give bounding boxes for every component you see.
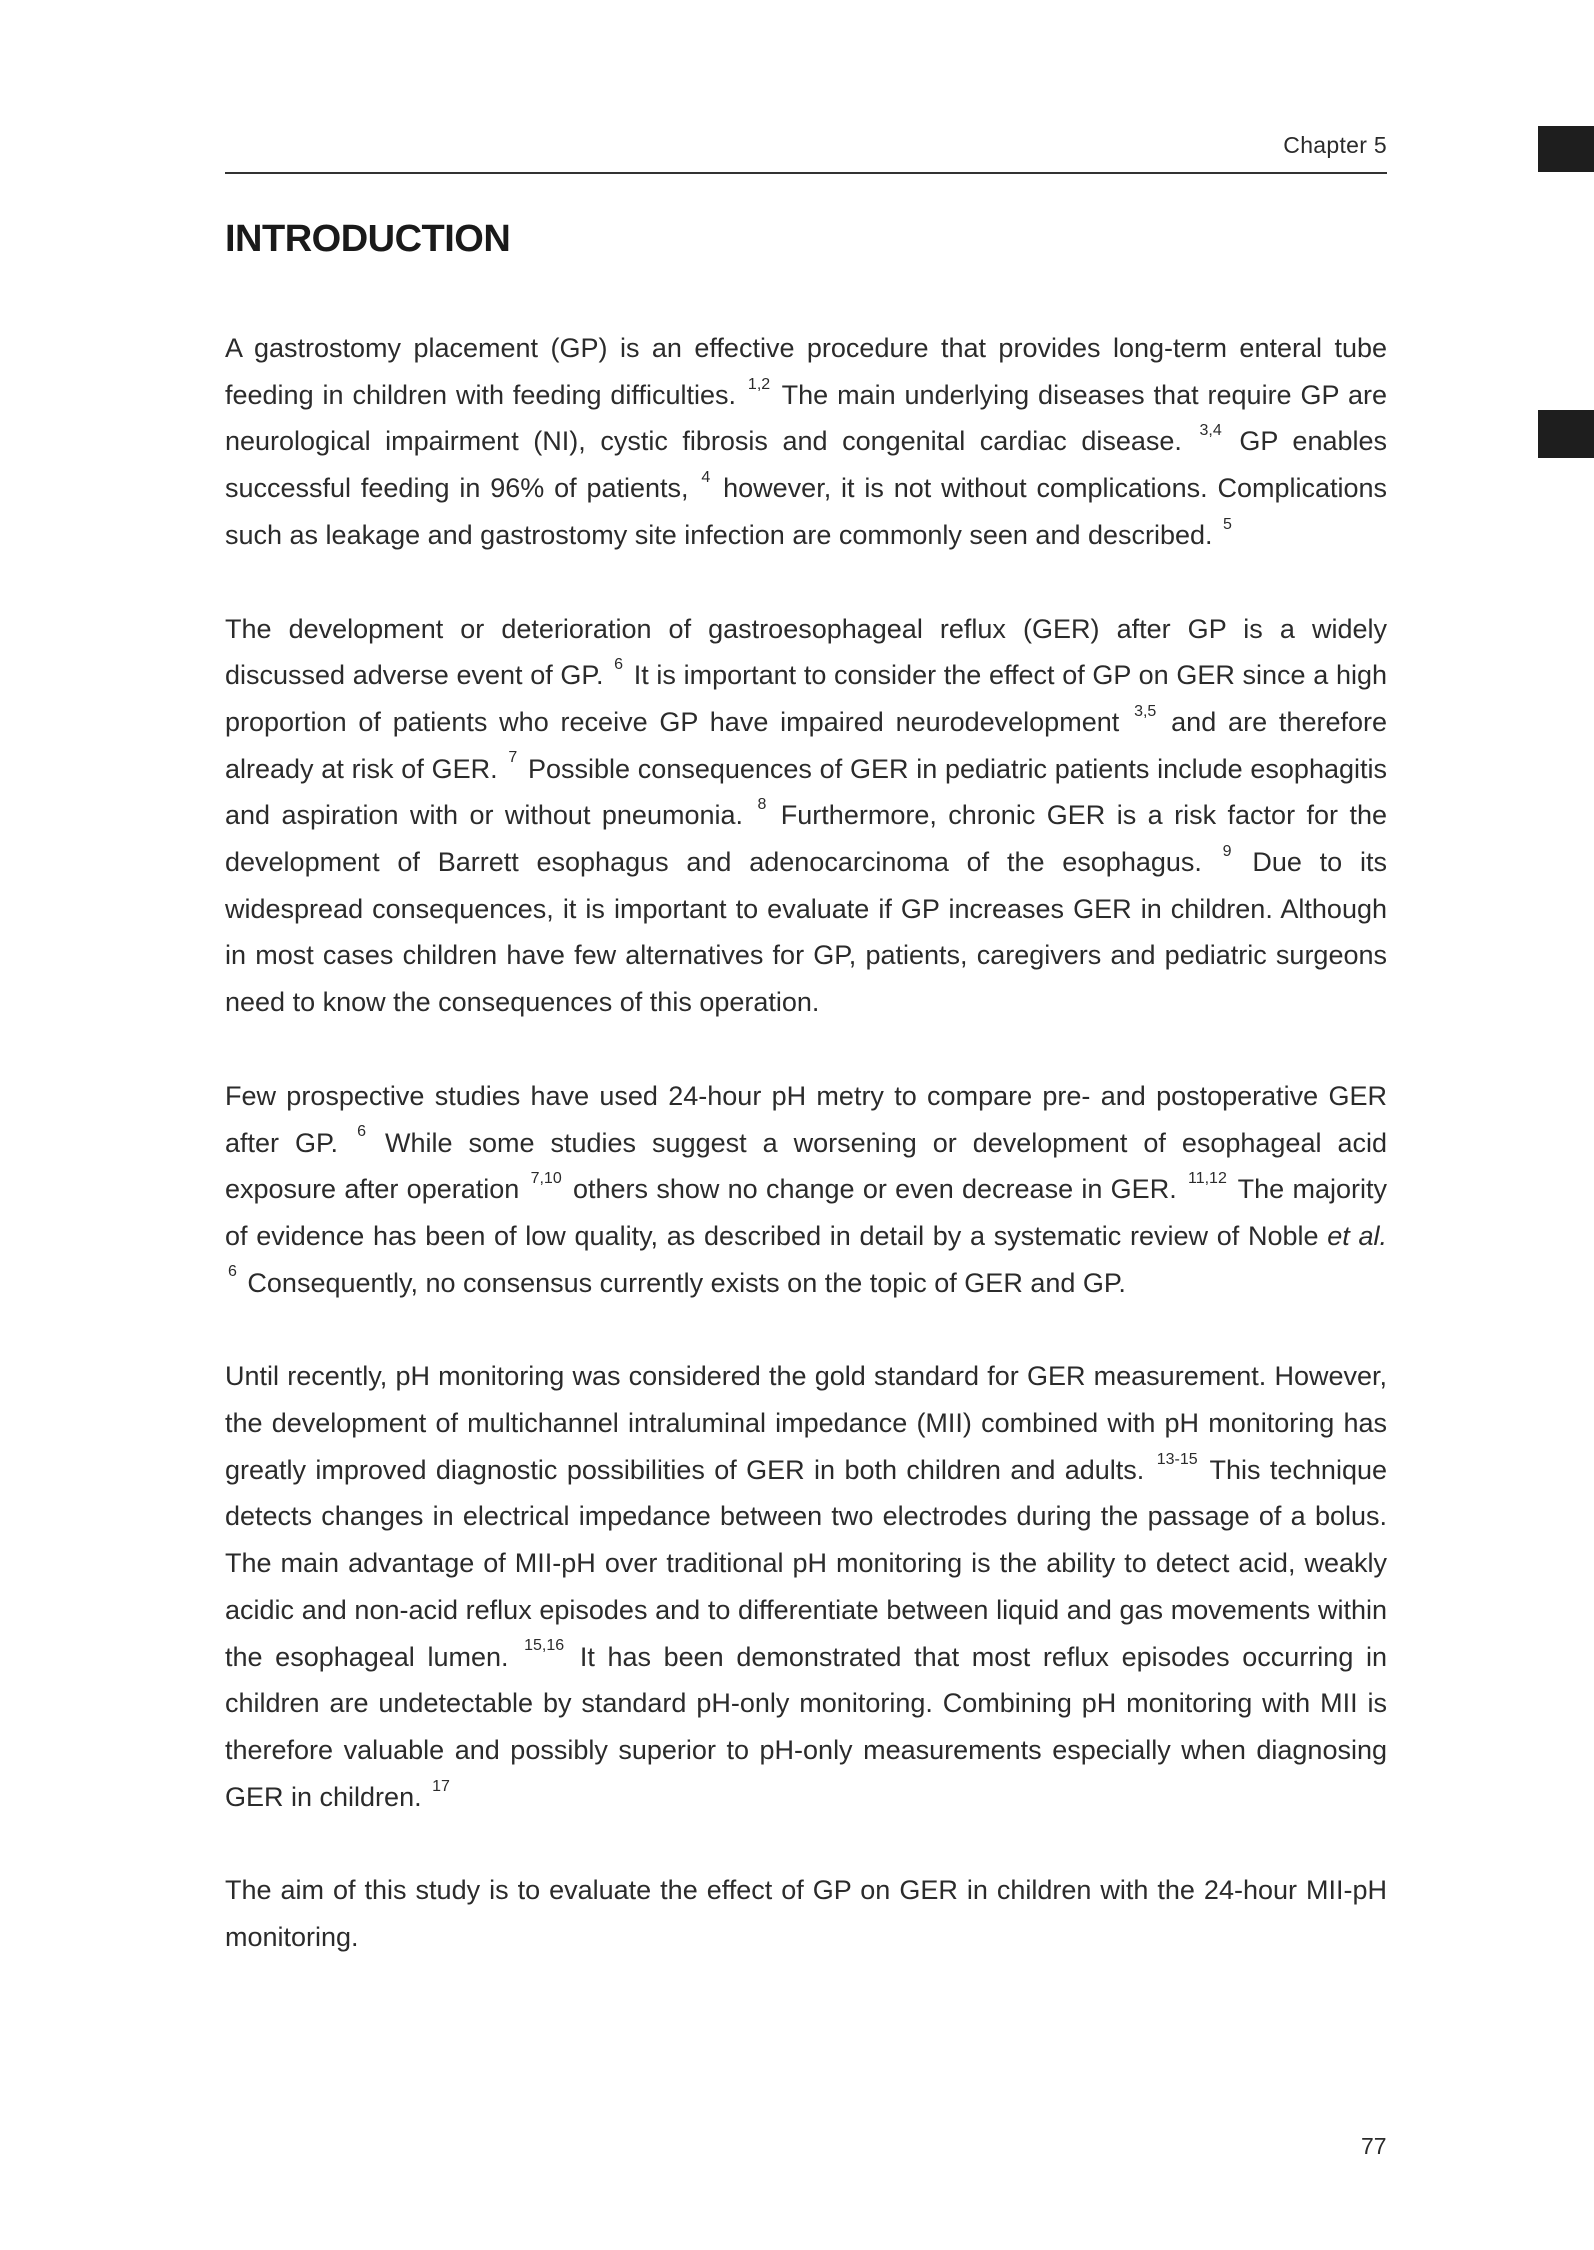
citation-superscript: 7 [508, 749, 518, 767]
paragraph-text: Few prospective studies have used 24-hour pH metry to compare pre- and postoperative GER after GP. [225, 1080, 1387, 1158]
chapter-thumb-tab [1538, 126, 1594, 172]
paragraph-text: GP enables successful feeding in 96% of patients, [225, 426, 1388, 504]
citation-superscript: 6 [357, 1123, 366, 1141]
paragraph-text: The development or deterioration of gastroesophageal reflux (GER) after GP is a widely discussed adverse event of GP. [225, 613, 1387, 691]
paragraph-text: others show no change or even decrease in GER. [564, 1174, 1185, 1205]
section-title: INTRODUCTION [225, 218, 511, 260]
citation-superscript: 6 [228, 1263, 237, 1281]
paragraph-text: and are therefore already at risk of GER. [225, 706, 1387, 784]
chapter-label: Chapter 5 [1283, 132, 1387, 158]
paragraph-text: It is important to consider the effect of GP on GER since a high proportion of patients who receive GP have impaired neurodevelopment [225, 660, 1387, 737]
paragraph-text: Until recently, pH monitoring was considered the gold standard for GER measurement. However, the development of multichannel intraluminal impedance (MII) combined with pH monitoring has greatly improved diagnostic possibilities of GER in both children and adults. [225, 1361, 1387, 1485]
citation-superscript: 1,2 [747, 375, 771, 393]
paragraph-text: This technique detects changes in electrical impedance between two electrodes during the passage of a bolus. The main advantage of MII-pH over traditional pH monitoring is the ability to detect acid, weakly acidic and non-acid reflux episodes and to differentiate between liquid and gas movements within the esophageal lumen. [225, 1454, 1387, 1672]
paragraph-text: Possible consequences of GER in pediatric patients include esophagitis and aspiration with or without pneumonia. [225, 753, 1387, 831]
body-text [225, 325, 1387, 2008]
citation-superscript: 17 [432, 1777, 450, 1795]
section-thumb-tab [1538, 410, 1594, 458]
paragraph-text: however, it is not without complications. Complications such as leakage and gastrostomy site infection are commonly seen and described. [225, 473, 1388, 550]
paragraph-text: The main underlying diseases that require GP are neurological impairment (NI), cystic fibrosis and congenital cardiac disease. [225, 379, 1387, 457]
body-paragraph [225, 1867, 1387, 1960]
citation-superscript: 15,16 [524, 1637, 565, 1655]
paragraph-text: Consequently, no consensus currently exists on the topic of GER and GP. [239, 1267, 1126, 1298]
citation-superscript: 9 [1222, 842, 1232, 860]
running-header [225, 128, 1387, 174]
paragraph-text: Furthermore, chronic GER is a risk factor for the development of Barrett esophagus and adenocarcinoma of the esophagus. [225, 800, 1387, 878]
citation-superscript: 3,5 [1134, 702, 1157, 720]
paragraph-text: While some studies suggest a worsening or development of esophageal acid exposure after operation [225, 1127, 1387, 1205]
citation-superscript: 5 [1223, 515, 1232, 533]
citation-superscript: 4 [701, 468, 711, 486]
paragraph-text: The majority of evidence has been of low quality, as described in detail by a systematic review of Noble [225, 1174, 1387, 1251]
paragraph-text: It has been demonstrated that most reflux episodes occurring in children are undetectable by standard pH-only monitoring. Combining pH monitoring with MII is therefore valuable and possibly superior to pH-only measurements especially when diagnosing GER in children. [225, 1641, 1387, 1812]
paragraph-text: The aim of this study is to evaluate the effect of GP on GER in children with the 24-hour MII-pH monitoring. [225, 1875, 1387, 1953]
paragraph-text: Due to its widespread consequences, it is important to evaluate if GP increases GER in children. Although in most cases children have few alternatives for GP, patients, caregivers and pediatric surgeons need to know the consequences of this operation. [225, 847, 1387, 1018]
body-paragraph [225, 325, 1387, 559]
body-paragraph [225, 1073, 1387, 1307]
citation-superscript: 3,4 [1199, 422, 1222, 440]
citation-superscript: 8 [757, 796, 767, 814]
body-paragraph [225, 606, 1387, 1026]
page-number: 77 [1361, 2133, 1387, 2159]
citation-superscript: 7,10 [530, 1170, 562, 1188]
citation-superscript: 6 [614, 656, 624, 674]
citation-superscript: 13-15 [1156, 1450, 1198, 1468]
italic-text: et al. [1327, 1220, 1387, 1251]
paragraph-text: A gastrostomy placement (GP) is an effective procedure that provides long-term enteral tube feeding in children with feeding difficulties. [225, 333, 1387, 410]
body-paragraph [225, 1353, 1387, 1820]
citation-superscript: 11,12 [1188, 1170, 1227, 1188]
